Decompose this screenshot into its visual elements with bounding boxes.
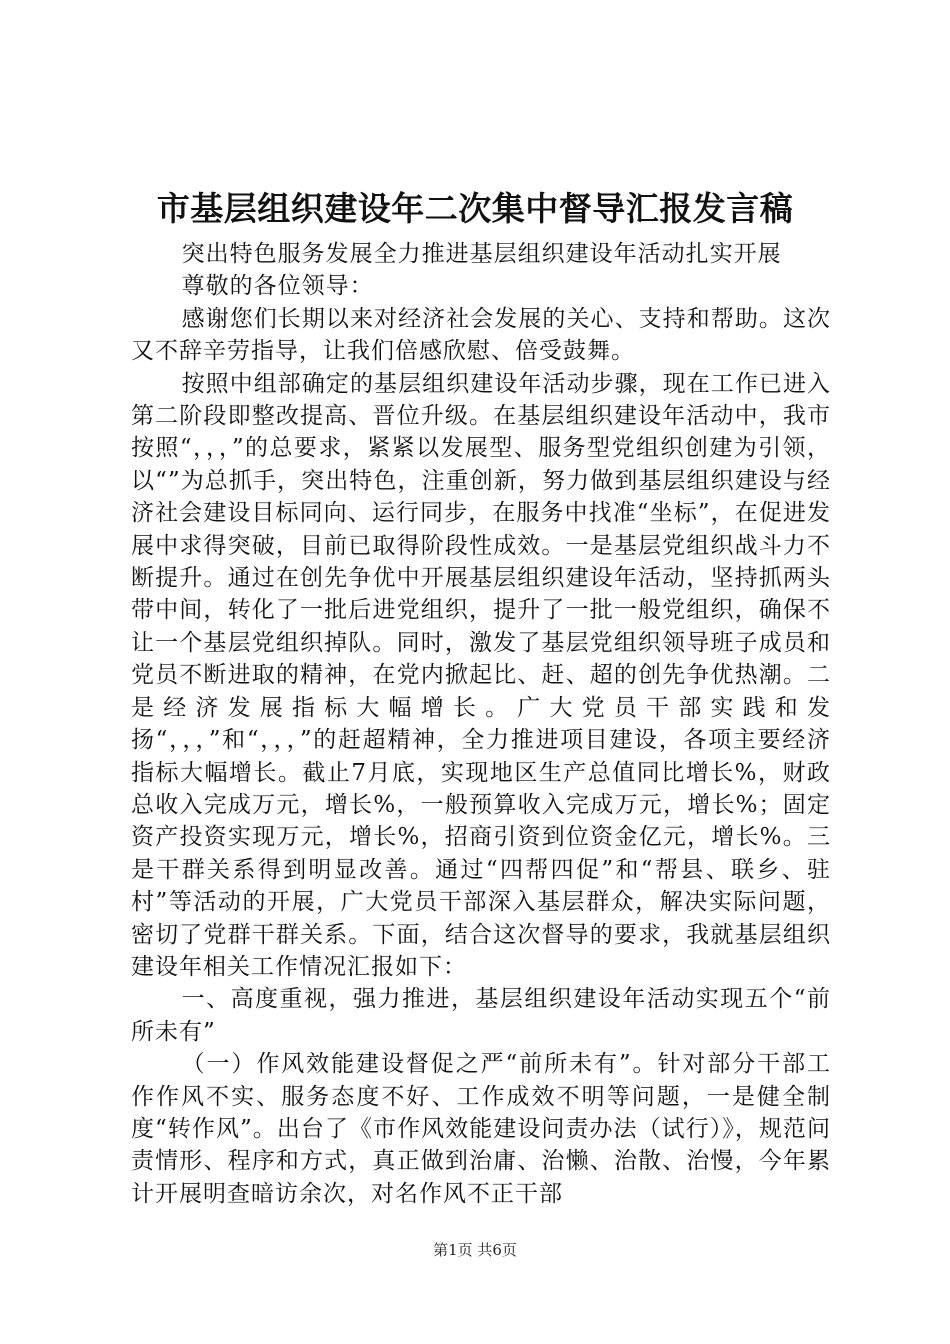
page-number-footer: 第1页 共6页	[433, 1241, 517, 1259]
document-subtitle: 突出特色服务发展全力推进基层组织建设年活动扎实开展	[181, 241, 782, 267]
paragraph-thanks: 感谢您们长期以来对经济社会发展的关心、支持和帮助。这次又不辞辛劳指导，让我们倍感欣慰、倍受鼓舞。	[131, 305, 831, 365]
paragraph-progress: 按照中组部确定的基层组织建设年活动步骤，现在工作已进入第二阶段即整改提高、晋位升级。在基层组织建设年活动中，我市按照“，，，”的总要求，紧紧以发展型、服务型党组织创建为引领，以“”为总抓手，突出特色，注重创新，努力做到基层组织建设与经济社会建设目标同向、运行同步，在服务中找准“坐标”，在促进发展中求得突破，目前已取得阶段性成效。一是基层党组织战斗力不断提升。通过在创先争优中开展基层组织建设年活动，坚持抓两头带中间，转化了一批后进党组织，提升了一批一般党组织，确保不让一个基层党组织掉队。同时，激发了基层党组织领导班子成员和党员不断进取的精神，在党内掀起比、赶、超的创先争优热潮。二是经济发展指标大幅增长。广大党员干部实践和发扬“，，，”和“，，，”的赶超精神，全力推进项目建设，各项主要经济指标大幅增长。截止7月底，实现地区生产总值同比增长%，财政总收入完成万元，增长%，一般预算收入完成万元，增长%；固定资产投资实现万元，增长%，招商引资到位资金亿元，增长%。三是干群关系得到明显改善。通过“四帮四促”和“帮县、联乡、驻村”等活动的开展，广大党员干部深入基层群众，解决实际问题，密切了党群干群关系。下面，结合这次督导的要求，我就基层组织建设年相关工作情况汇报如下：	[131, 370, 831, 980]
paragraph-work-style: （一）作风效能建设督促之严“前所未有”。针对部分干部工作作风不实、服务态度不好、工作成效不明等问题，一是健全制度“转作风”。出台了《市作风效能建设问责办法（试行）》，规范问责情形、程序和方式，真正做到治庸、治懒、治散、治慢，今年累计开展明查暗访余次，对名作风不正干部	[131, 1051, 831, 1207]
document-title: 市基层组织建设年二次集中督导汇报发言稿	[156, 189, 794, 228]
section-heading-1: 一、高度重视，强力推进，基层组织建设年活动实现五个“前所未有”	[131, 986, 831, 1045]
document-body	[131, 238, 831, 1210]
salutation: 尊敬的各位领导：	[181, 273, 374, 300]
